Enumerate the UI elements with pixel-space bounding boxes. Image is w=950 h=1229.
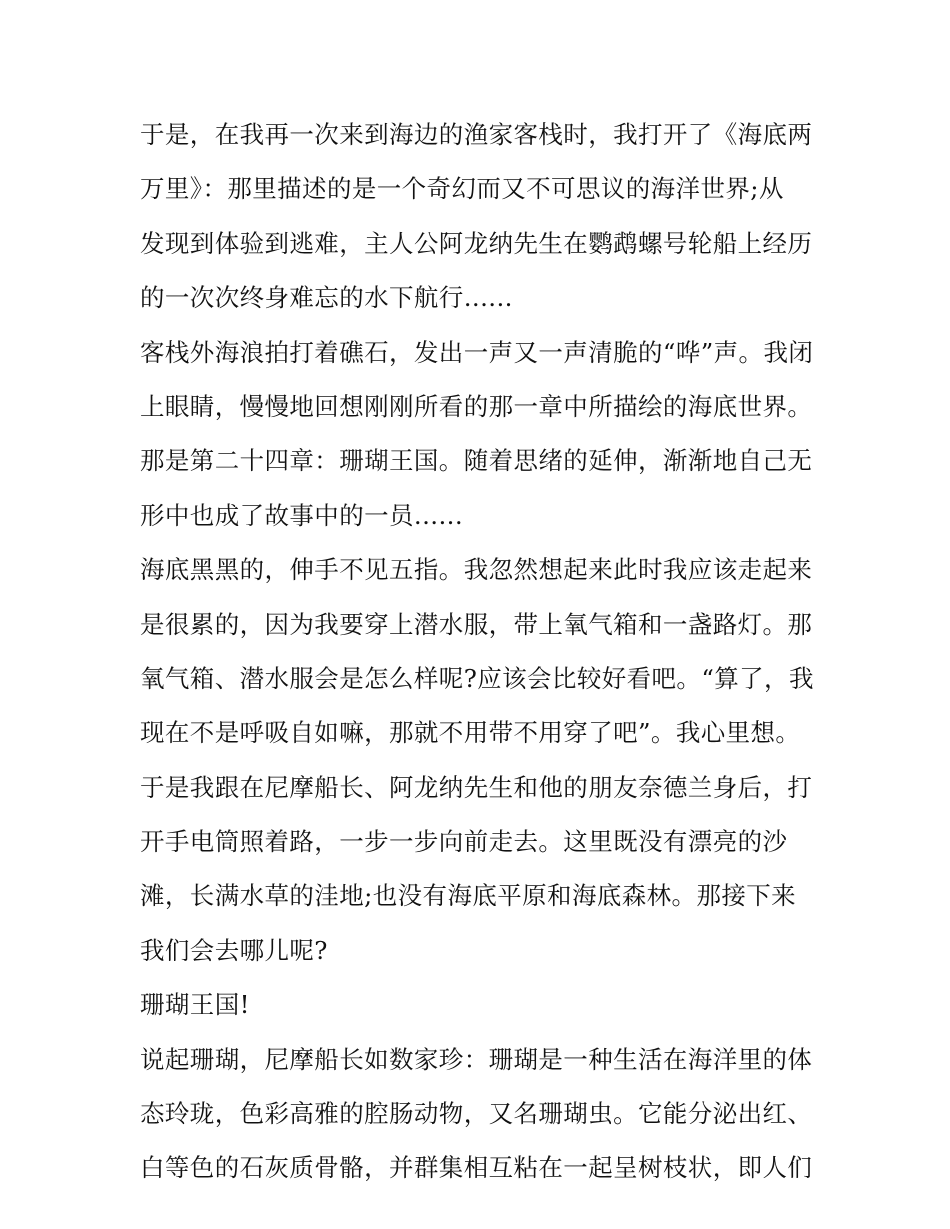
text-line: 那是第二十四章：珊瑚王国。随着思绪的延伸，渐渐地自己无 <box>140 446 813 476</box>
text-line: 氧气箱、潜水服会是怎么样呢?应该会比较好看吧。“算了，我 <box>140 663 814 693</box>
text-line: 态玲珑，色彩高雅的腔肠动物，又名珊瑚虫。它能分泌出红、 <box>140 1099 813 1129</box>
text-line: 开手电筒照着路，一步一步向前走去。这里既没有漂亮的沙 <box>140 827 788 857</box>
text-line: 是很累的，因为我要穿上潜水服，带上氧气箱和一盏路灯。那 <box>140 609 813 639</box>
text-line: 于是，在我再一次来到海边的渔家客栈时，我打开了《海底两 <box>140 120 813 149</box>
text-line: 现在不是呼吸自如嘛，那就不用带不用穿了吧”。我心里想。 <box>140 718 801 748</box>
text-line: 发现到体验到逃难，主人公阿龙纳先生在鹦鹉螺号轮船上经历 <box>140 228 813 258</box>
text-line: 于是我跟在尼摩船长、阿龙纳先生和他的朋友奈德兰身后，打 <box>140 772 813 802</box>
text-line: 说起珊瑚，尼摩船长如数家珍：珊瑚是一种生活在海洋里的体 <box>140 1044 813 1074</box>
text-line: 万里》：那里描述的是一个奇幻而又不可思议的海洋世界;从 <box>140 174 784 204</box>
text-line: 客栈外海浪拍打着礁石，发出一声又一声清脆的“哗”声。我闭 <box>140 337 814 367</box>
text-line: 上眼睛，慢慢地回想刚刚所看的那一章中所描绘的海底世界。 <box>140 391 813 421</box>
text-line: 的一次次终身难忘的水下航行...... <box>140 283 513 313</box>
text-line: 我们会去哪儿呢? <box>140 935 328 965</box>
body-text <box>140 108 820 1196</box>
text-line: 滩，长满水草的洼地;也没有海底平原和海底森林。那接下来 <box>140 881 797 911</box>
text-line: 形中也成了故事中的一员...... <box>140 500 464 530</box>
text-line: 白等色的石灰质骨骼，并群集相互粘在一起呈树枝状，即人们 <box>140 1153 813 1183</box>
text-line: 珊瑚王国! <box>140 990 250 1020</box>
text-line: 海底黑黑的，伸手不见五指。我忽然想起来此时我应该走起来 <box>140 555 813 585</box>
